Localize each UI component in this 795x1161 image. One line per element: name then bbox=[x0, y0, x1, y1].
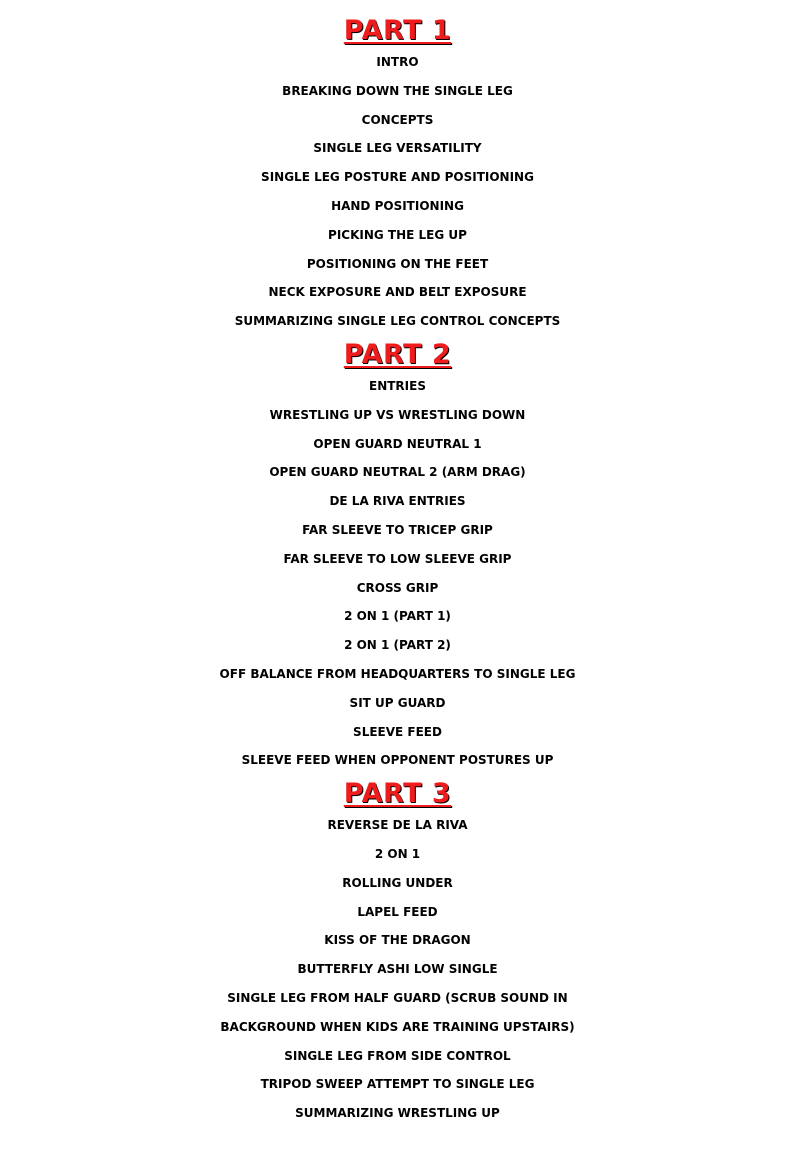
list-item: SLEEVE FEED WHEN OPPONENT POSTURES UP bbox=[241, 753, 554, 768]
list-item: OFF BALANCE FROM HEADQUARTERS TO SINGLE LEG bbox=[219, 666, 576, 681]
list-item: BACKGROUND WHEN KIDS ARE TRAINING UPSTAIRS) bbox=[220, 1019, 575, 1034]
list-item: FAR SLEEVE TO TRICEP GRIP bbox=[302, 522, 493, 537]
list-item: KISS OF THE DRAGON bbox=[324, 933, 471, 948]
list-item: INTRO bbox=[376, 55, 419, 69]
list-item: POSITIONING ON THE FEET bbox=[306, 256, 489, 271]
list-item: SLEEVE FEED bbox=[353, 724, 442, 739]
list-item: 2 ON 1 bbox=[374, 846, 421, 861]
list-item: BUTTERFLY ASHI LOW SINGLE bbox=[297, 962, 498, 977]
list-item: SINGLE LEG FROM HALF GUARD (SCRUB SOUND IN bbox=[227, 990, 568, 1005]
chapter-list bbox=[0, 14, 795, 1128]
list-item: ROLLING UNDER bbox=[342, 875, 453, 890]
list-item: BREAKING DOWN THE SINGLE LEG bbox=[282, 83, 513, 98]
part-1-section bbox=[0, 14, 795, 336]
list-item: ENTRIES bbox=[369, 378, 426, 393]
list-item: NECK EXPOSURE AND BELT EXPOSURE bbox=[268, 285, 527, 300]
part-1-heading: PART 1 bbox=[343, 15, 452, 46]
list-item: CROSS GRIP bbox=[356, 580, 439, 595]
list-item: FAR SLEEVE TO LOW SLEEVE GRIP bbox=[283, 551, 512, 566]
list-item: SIT UP GUARD bbox=[349, 695, 446, 710]
part-2-heading: PART 2 bbox=[343, 338, 452, 370]
list-item: HAND POSITIONING bbox=[331, 198, 464, 213]
list-item: SUMMARIZING SINGLE LEG CONTROL CONCEPTS bbox=[234, 314, 561, 329]
part-2-section bbox=[0, 338, 795, 775]
list-item: OPEN GUARD NEUTRAL 1 bbox=[313, 436, 482, 451]
list-item: SUMMARIZING WRESTLING UP bbox=[295, 1106, 500, 1121]
list-item: OPEN GUARD NEUTRAL 2 (ARM DRAG) bbox=[269, 465, 526, 480]
list-item: WRESTLING UP VS WRESTLING DOWN bbox=[269, 407, 526, 422]
list-item: 2 ON 1 (PART 2) bbox=[344, 638, 451, 653]
list-item: 2 ON 1 (PART 1) bbox=[344, 609, 451, 624]
list-item: REVERSE DE LA RIVA bbox=[327, 818, 468, 833]
list-item: LAPEL FEED bbox=[357, 904, 438, 919]
list-item: TRIPOD SWEEP ATTEMPT TO SINGLE LEG bbox=[260, 1077, 535, 1092]
list-item: SINGLE LEG POSTURE AND POSITIONING bbox=[261, 170, 534, 185]
list-item: SINGLE LEG VERSATILITY bbox=[313, 141, 482, 156]
list-item: DE LA RIVA ENTRIES bbox=[329, 494, 466, 509]
list-item: CONCEPTS bbox=[361, 112, 434, 127]
part-3-heading: PART 3 bbox=[343, 778, 452, 810]
list-item: SINGLE LEG FROM SIDE CONTROL bbox=[284, 1048, 511, 1063]
list-item: PICKING THE LEG UP bbox=[328, 227, 467, 242]
part-3-section bbox=[0, 777, 795, 1128]
